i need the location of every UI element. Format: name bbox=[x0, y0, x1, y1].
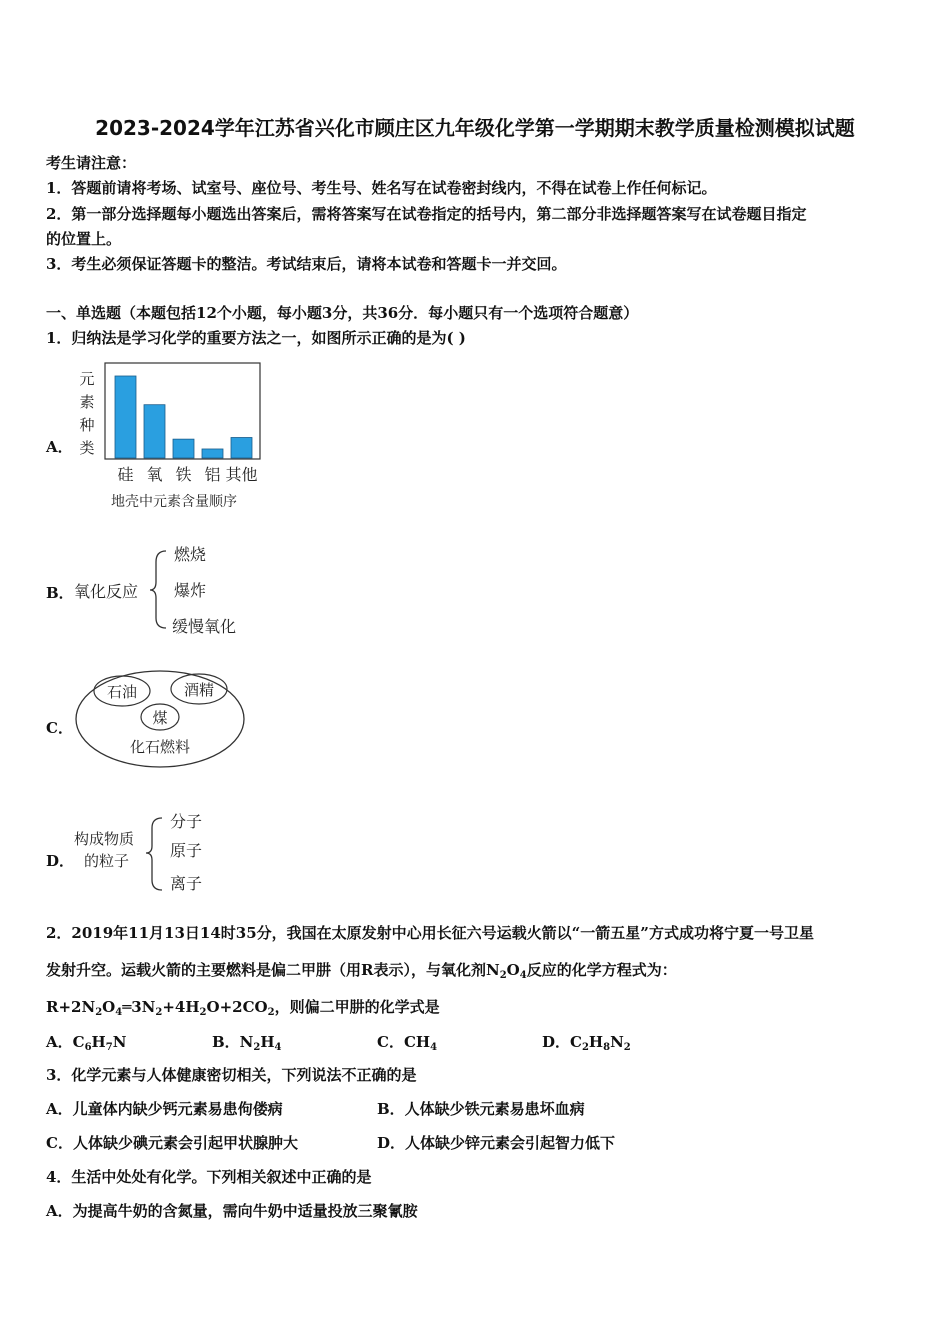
q1-stem: 1．归纳法是学习化学的重要方法之一，如图所示正确的是为( ) bbox=[46, 329, 466, 347]
brace-icon bbox=[150, 551, 166, 628]
category-label: 铝 bbox=[204, 465, 221, 484]
q3-option-a: A．儿童体内缺少钙元素易患佝偻病 bbox=[46, 1100, 283, 1118]
bar-硅 bbox=[115, 376, 136, 458]
notice-heading: 考生请注意： bbox=[46, 154, 137, 172]
notice-item-1: 1．答题前请将考场、试室号、座位号、考生号、姓名写在试卷密封线内，不得在试卷上作任何标记。 bbox=[46, 179, 717, 197]
category-label: 氧 bbox=[146, 465, 163, 484]
notice-item-2-cont: 的位置上。 bbox=[46, 230, 122, 248]
q2-line-2: 发射升空。运载火箭的主要燃料是偏二甲肼（用R表示），与氧化剂$N_2O_4$反应的化学方程式为： bbox=[46, 961, 677, 981]
set-item: 石油 bbox=[106, 683, 138, 701]
q4-stem: 4．生活中处处有化学。下列相关叙述中正确的是 bbox=[46, 1168, 372, 1186]
q1-option-b-label: B． bbox=[46, 584, 74, 602]
brace-root: 构成物质 bbox=[74, 830, 135, 848]
set-item: 煤 bbox=[152, 709, 168, 727]
bar-铝 bbox=[202, 449, 223, 458]
q1-option-a-label: A． bbox=[46, 438, 73, 456]
q2-option-a: A．$C_6H_7N$ bbox=[46, 1033, 127, 1053]
brace-root: 氧化反应 bbox=[74, 582, 139, 601]
fossil-fuel-set-diagram bbox=[72, 666, 257, 776]
brace-branch: 离子 bbox=[170, 874, 203, 893]
bar-氧 bbox=[144, 405, 165, 458]
page-title: 2023-2024学年江苏省兴化市顾庄区九年级化学第一学期期末教学质量检测模拟试题 bbox=[95, 116, 855, 140]
set-item: 酒精 bbox=[183, 681, 215, 699]
set-label: 化石燃料 bbox=[129, 738, 191, 756]
q2-line-1: 2．2019年11月13日14时35分，我国在太原发射中心用长征六号运载火箭以“一箭五星”方式成功将宁夏一号卫星 bbox=[46, 924, 814, 942]
bar-其他 bbox=[231, 438, 252, 459]
q3-option-c: C．人体缺少碘元素会引起甲状腺肿大 bbox=[46, 1134, 298, 1152]
q2-option-b: B．$N_2H_4$ bbox=[212, 1033, 282, 1053]
ylabel-char: 元 bbox=[79, 370, 95, 388]
crust-element-bar-chart bbox=[70, 358, 280, 518]
brace-branch: 缓慢氧化 bbox=[172, 617, 237, 636]
category-label: 其他 bbox=[225, 465, 258, 484]
oxidation-brace-diagram bbox=[70, 538, 260, 638]
ylabel-char: 素 bbox=[79, 393, 95, 411]
brace-branch: 燃烧 bbox=[174, 545, 207, 564]
ylabel-char: 种 bbox=[79, 416, 95, 434]
category-label: 硅 bbox=[117, 465, 134, 484]
q2-option-d: D．$C_2H_8N_2$ bbox=[542, 1033, 631, 1053]
chart-caption: 地壳中元素含量顺序 bbox=[111, 494, 237, 510]
q1-option-c-label: C． bbox=[46, 719, 73, 737]
q3-option-d: D．人体缺少锌元素会引起智力低下 bbox=[377, 1134, 616, 1152]
category-label: 铁 bbox=[175, 465, 192, 484]
q3-stem: 3．化学元素与人体健康密切相关，下列说法不正确的是 bbox=[46, 1066, 417, 1084]
brace-branch: 爆炸 bbox=[174, 581, 207, 600]
ylabel-char: 类 bbox=[79, 439, 95, 457]
brace-icon bbox=[146, 818, 162, 890]
brace-branch: 原子 bbox=[170, 841, 203, 860]
brace-root: 的粒子 bbox=[84, 852, 130, 870]
brace-branch: 分子 bbox=[170, 812, 203, 831]
notice-item-2: 2．第一部分选择题每小题选出答案后，需将答案写在试卷指定的括号内，第二部分非选择题答案写在试卷题目指定 bbox=[46, 205, 807, 223]
particle-brace-diagram bbox=[70, 806, 220, 901]
section-heading: 一、单选题（本题包括12个小题，每小题3分，共36分．每小题只有一个选项符合题意） bbox=[46, 304, 639, 322]
q2-option-c: C．$CH_4$ bbox=[377, 1033, 438, 1053]
q2-equation: $R+2N_2O_4═3N_2+4H_2O+2CO_2$，则偏二甲肼的化学式是 bbox=[46, 998, 440, 1018]
bar-铁 bbox=[173, 439, 194, 458]
notice-item-3: 3．考生必须保证答题卡的整洁。考试结束后，请将本试卷和答题卡一并交回。 bbox=[46, 255, 567, 273]
q3-option-b: B．人体缺少铁元素易患坏血病 bbox=[377, 1100, 585, 1118]
q4-option-a: A．为提高牛奶的含氮量，需向牛奶中适量投放三聚氰胺 bbox=[46, 1202, 418, 1220]
q1-option-d-label: D． bbox=[46, 852, 75, 870]
